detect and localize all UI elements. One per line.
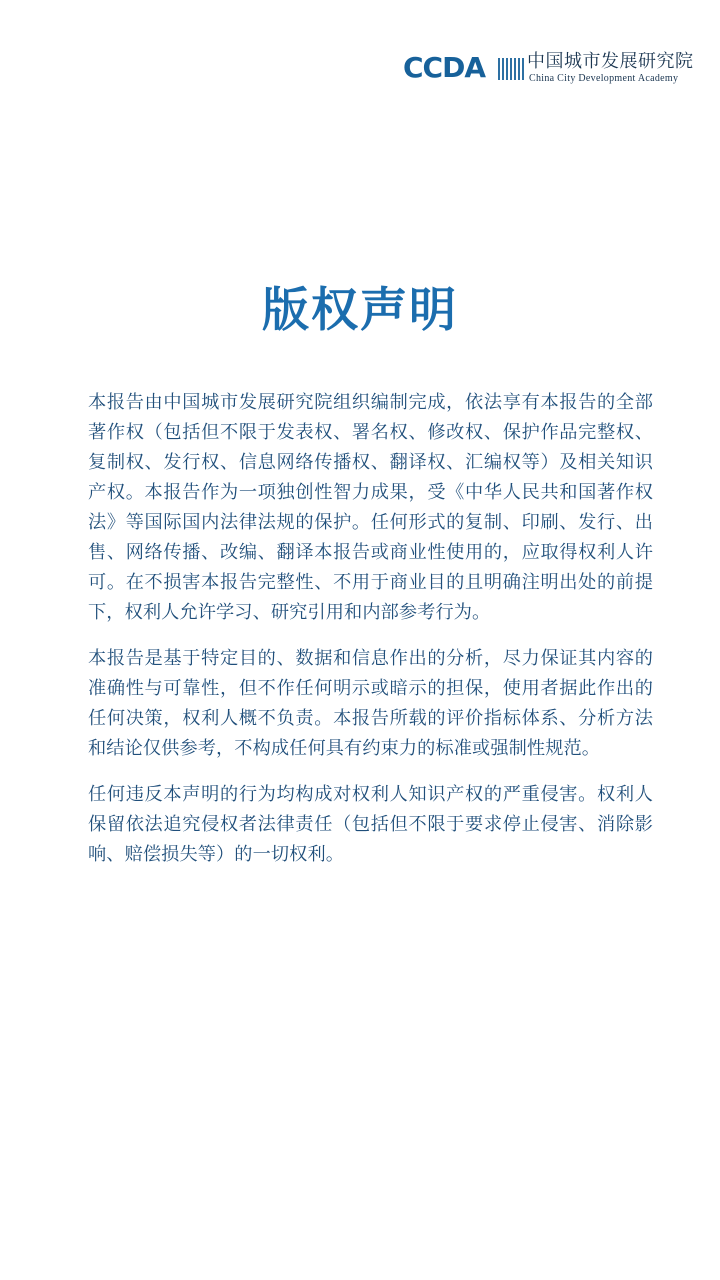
logo-grid-icon xyxy=(498,58,524,80)
logo-name-en: China City Development Academy xyxy=(529,73,679,84)
statement-paragraph-1: 本报告由中国城市发展研究院组织编制完成，依法享有本报告的全部著作权（包括但不限于发表权、署名权、修改权、保护作品完整权、复制权、发行权、信息网络传播权、翻译权、汇编权等）及相关知识产权。本报告作为一项独创性智力成果，受《中华人民共和国著作权法》等国际国内法律法规的保护。任何形式的复制、印刷、发行、出售、网络传播、改编、翻译本报告或商业性使用的，应取得权利人许可。在不损害本报告完整性、不用于商业目的且明确注明出处的前提下，权利人允许学习、研究引用和内部参考行为。 xyxy=(88,392,653,623)
academy-logo xyxy=(403,50,703,90)
logo-name-cn: 中国城市发展研究院 xyxy=(527,51,694,72)
logo-mark: CCDA xyxy=(403,51,486,84)
statement-paragraph-2: 本报告是基于特定目的、数据和信息作出的分析，尽力保证其内容的准确性与可靠性，但不作任何明示或暗示的担保，使用者据此作出的任何决策，权利人概不负责。本报告所载的评价指标体系、分析方法和结论仅供参考，不构成任何具有约束力的标准或强制性规范。 xyxy=(88,648,653,759)
statement-body xyxy=(88,388,653,886)
statement-paragraph-3: 任何违反本声明的行为均构成对权利人知识产权的严重侵害。权利人保留依法追究侵权者法律责任（包括但不限于要求停止侵害、消除影响、赔偿损失等）的一切权利。 xyxy=(88,784,653,865)
page-title: 版权声明 xyxy=(262,283,458,338)
